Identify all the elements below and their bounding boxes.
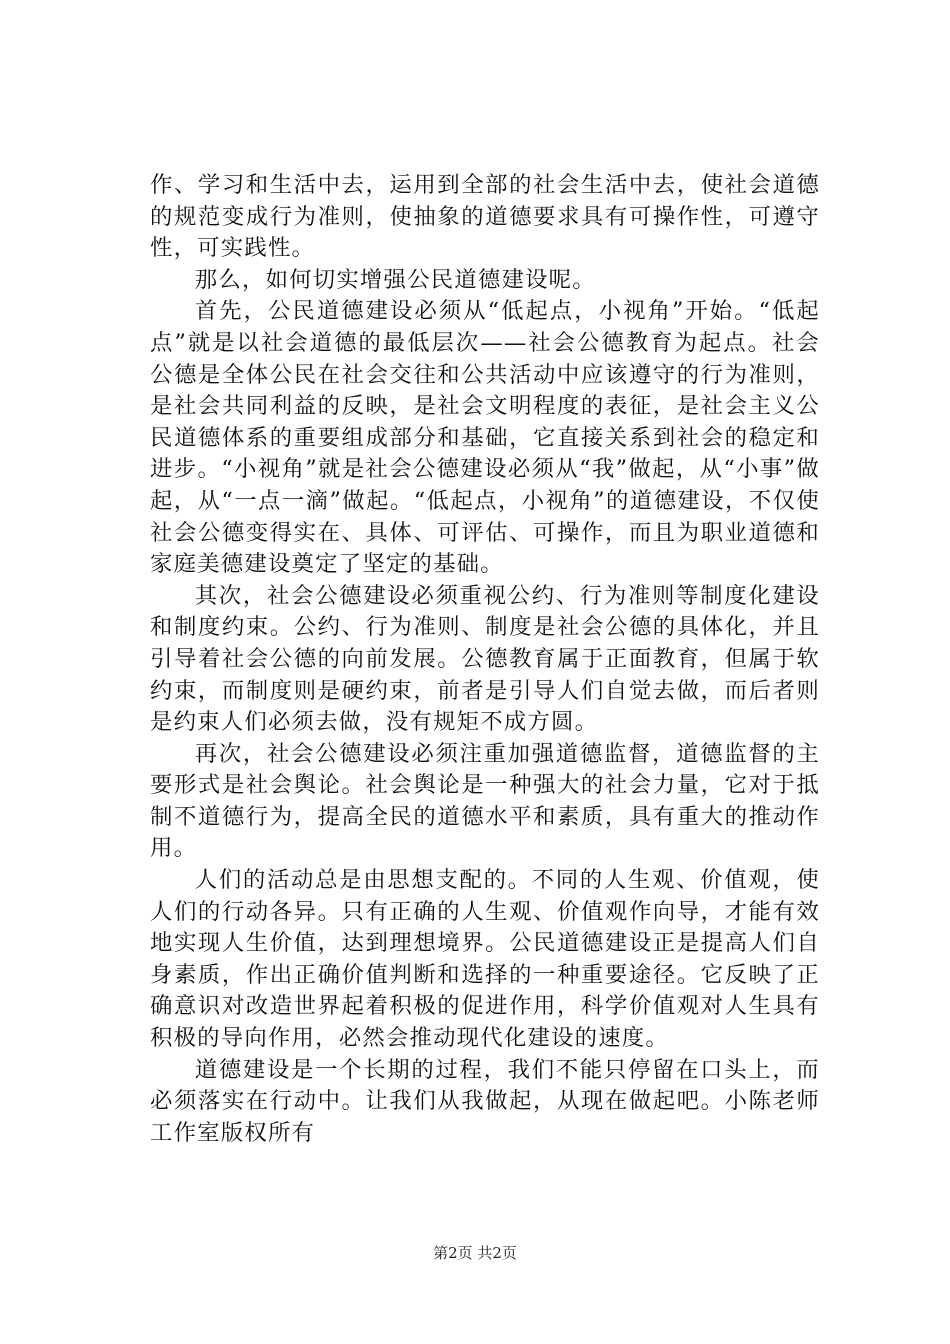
paragraph-values: 人们的活动总是由思想支配的。不同的人生观、价值观，使人们的行动各异。只有正确的人生观、价值观作向导，才能有效地实现人生价值，达到理想境界。公民道德建设正是提高人们自身素质，作出正确价值判断和选择的一种重要途径。它反映了正确意识对改造世界起着积极的促进作用，科学价值观对人生具有积极的导向作用，必然会推动现代化建设的速度。 <box>150 867 820 1052</box>
page-footer: 第2页 共2页 <box>433 1244 517 1262</box>
paragraph-continued: 作、学习和生活中去，运用到全部的社会生活中去，使社会道德的规范变成行为准则，使抽象的道德要求具有可操作性，可遵守性，可实践性。 <box>150 172 820 262</box>
document-body <box>150 170 820 1149</box>
paragraph-second: 其次，社会公德建设必须重视公约、行为准则等制度化建设和制度约束。公约、行为准则、制度是社会公德的具体化，并且引导着社会公德的向前发展。公德教育属于正面教育，但属于软约束，而制度则是硬约束，前者是引导人们自觉去做，而后者则是约束人们必须去做，没有规矩不成方圆。 <box>150 582 820 736</box>
paragraph-question: 那么，如何切实增强公民道德建设呢。 <box>194 266 596 293</box>
paragraph-conclusion: 道德建设是一个长期的过程，我们不能只停留在口头上，而必须落实在行动中。让我们从我做起，从现在做起吧。小陈老师工作室版权所有 <box>150 1056 820 1146</box>
paragraph-third: 再次，社会公德建设必须注重加强道德监督，道德监督的主要形式是社会舆论。社会舆论是一种强大的社会力量，它对于抵制不道德行为，提高全民的道德水平和素质，具有重大的推动作用。 <box>150 740 820 862</box>
paragraph-first: 首先，公民道德建设必须从“低起点，小视角”开始。“低起点”就是以社会道德的最低层次——社会公德教育为起点。社会公德是全体公民在社会交往和公共活动中应该遵守的行为准则，是社会共同利益的反映，是社会文明程度的表征，是社会主义公民道德体系的重要组成部分和基础，它直接关系到社会的稳定和进步。“小视角”就是社会公德建设必须从“我”做起，从“小事”做起，从“一点一滴”做起。“低起点，小视角”的道德建设，不仅使社会公德变得实在、具体、可评估、可操作，而且为职业道德和家庭美德建设奠定了坚定的基础。 <box>150 298 820 578</box>
